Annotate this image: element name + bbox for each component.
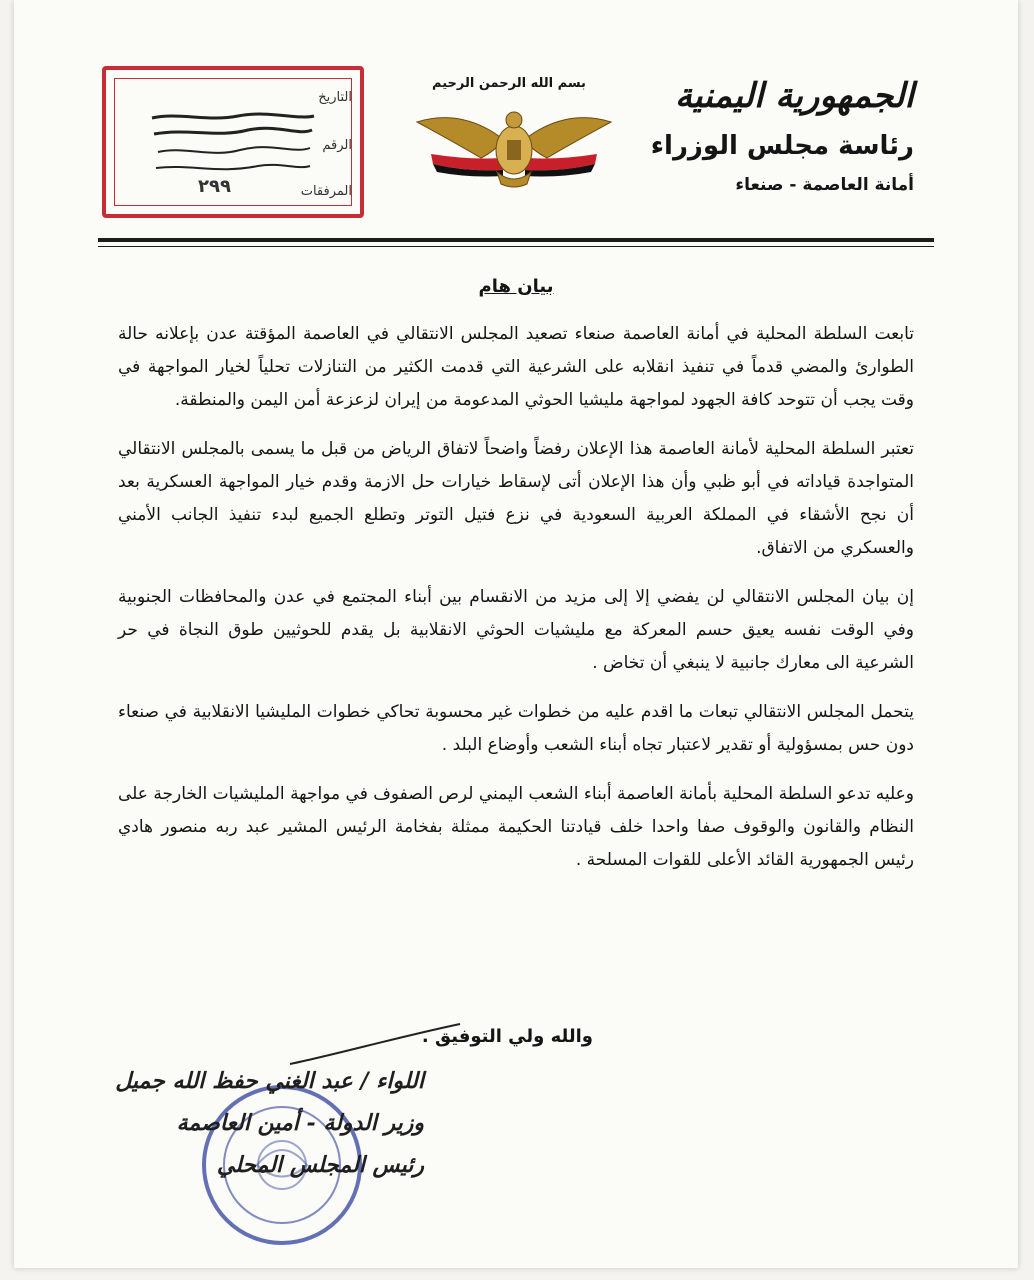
- header-divider-thin: [98, 246, 934, 247]
- reference-handwritten-number: ٢٩٩: [198, 176, 231, 197]
- paragraph-3: إن بيان المجلس الانتقالي لن يفضي إلا إلى مزيد من الانقسام بين أبناء المجتمع في عدن والمحافظات الجنوبية وفي الوقت نفسه يعيق حسم المعركة مع مليشيات الحوثي الانقلابية بل يقدم للحوثيين طوق النجاة في حر الشرعية الى معارك جانبية لا ينبغي أن تخاض .: [118, 587, 914, 673]
- paragraph-5: وعليه تدعو السلطة المحلية بأمانة العاصمة أبناء الشعب اليمني لرص الصفوف في مواجهة المليشيات الخارجة على النظام والقانون والوقوف صفا واحدا خلف قيادتنا الحكيمة ممثلة بفخامة الرئيس المشير عبد ربه منصور هادي رئيس الجمهورية القائد الأعلى للقوات المسلحة .: [118, 784, 914, 870]
- paragraph-4: يتحمل المجلس الانتقالي تبعات ما اقدم عليه من خطوات غير محسوبة تحاكي خطوات المليشيا الانقلابية في صنعاء دون حس بمسؤولية أو تقدير لاعتبار تجاه أبناء الشعب وأوضاع البلد .: [118, 702, 914, 755]
- letterhead-right: [651, 78, 914, 195]
- office-title: رئاسة مجلس الوزراء: [650, 131, 914, 162]
- signatory-name: اللواء / عبد الغني حفظ الله جميل: [115, 1068, 424, 1094]
- reference-attachments-label: المرفقات: [300, 184, 352, 199]
- reference-number-label: الرقم: [322, 138, 352, 153]
- closing-line: والله ولي التوفيق .: [421, 1026, 593, 1047]
- document-body: [118, 318, 914, 889]
- document-page: [14, 0, 1018, 1268]
- redacted-scribble-icon: [148, 108, 316, 198]
- yemen-emblem-icon: [409, 102, 619, 192]
- header-divider-thick: [98, 238, 934, 242]
- paragraph-1: تابعت السلطة المحلية في أمانة العاصمة صنعاء تصعيد المجلس الانتقالي في العاصمة المؤقتة عدن بإعلانه حالة الطوارئ والمضي قدماً في تنفيذ انقلابه على الشرعية التي قدمت الكثير من التنازلات تحلياً لخيار المواجهة في وقت يجب أن تتوحد كافة الجهود لمواجهة مليشيا الحوثي المدعومة من إيران لزعزعة أمن اليمن والمنطقة.: [118, 324, 914, 410]
- reference-stamp-box: [102, 66, 364, 218]
- paragraph-2: تعتبر السلطة المحلية لأمانة العاصمة هذا الإعلان رفضاً واضحاً لاتفاق الرياض من قبل ما يسمى بالمجلس الانتقالي المتواجدة قياداته في أبو ظبي وأن هذا الإعلان أتى لإسقاط خيارات حل الازمة وقدم خيار المواجهة العسكرية بعد أن نجح الأشقاء في المملكة العربية السعودية في نزع فتيل التوتر وتطلع الجميع لبدء تنفيذ الجانب الأمني والعسكري من الاتفاق.: [118, 439, 914, 558]
- basmala: بسم الله الرحمن الرحيم: [432, 76, 586, 91]
- signature-block: [94, 1060, 424, 1186]
- document-subject: بيان هام: [478, 276, 554, 297]
- signatory-title-1: وزير الدولة - أمين العاصمة: [176, 1110, 424, 1136]
- reference-date-label: التاريخ: [318, 90, 352, 105]
- city-title: أمانة العاصمة - صنعاء: [735, 175, 914, 196]
- republic-title: الجمهورية اليمنية: [674, 76, 914, 116]
- signatory-title-2: رئيس المجلس المحلي: [216, 1152, 424, 1178]
